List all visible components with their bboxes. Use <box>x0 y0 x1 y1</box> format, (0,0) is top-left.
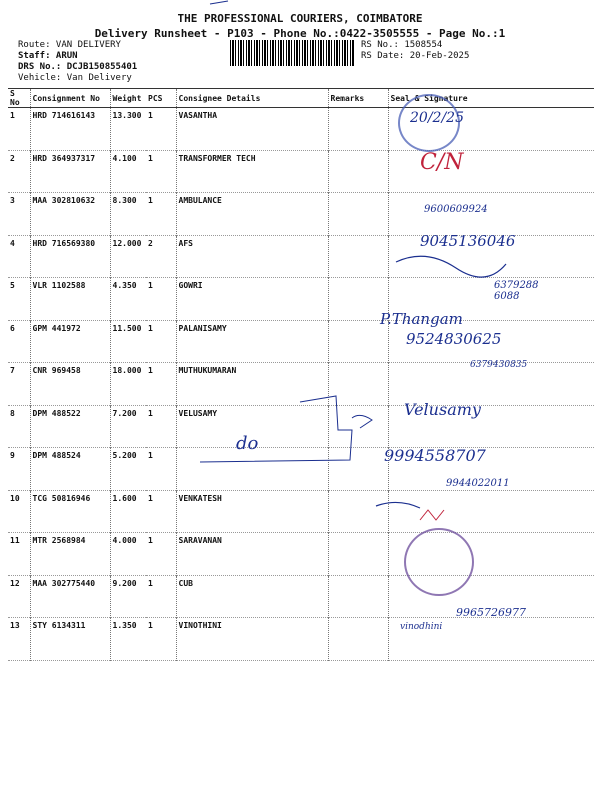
cell-sno: 13 <box>10 621 20 630</box>
cell-pcs: 1 <box>148 493 153 503</box>
cell-weight: 1.600 <box>110 490 146 533</box>
cell-consignee: VELUSAMY <box>176 405 328 448</box>
cell-sno: 5 <box>10 281 15 290</box>
cell-weight: 8.300 <box>110 193 146 236</box>
cell-consignee: SARAVANAN <box>176 533 328 576</box>
cell-consignment: HRD 714616143 <box>30 108 110 151</box>
col-pcs: PCS <box>146 89 176 108</box>
handwritten-phone: 9965726977 <box>456 606 526 619</box>
cell-consignee: CUB <box>176 575 328 618</box>
cell-consignment: MAA 302775440 <box>30 575 110 618</box>
cell-consignment: DPM 488522 <box>30 405 110 448</box>
cell-sno: 11 <box>10 536 20 545</box>
cell-weight: 7.200 <box>110 405 146 448</box>
cell-consignee: GOWRI <box>176 278 328 321</box>
col-sno: S No <box>8 89 30 108</box>
cell-weight: 11.500 <box>110 320 146 363</box>
cell-consignment: MAA 302810632 <box>30 193 110 236</box>
cell-pcs: 1 <box>148 281 153 290</box>
cell-consignment: STY 6134311 <box>30 618 110 661</box>
cell-consignment: TCG 50816946 <box>30 490 110 533</box>
cell-weight: 12.000 <box>110 235 146 278</box>
cell-weight: 4.100 <box>110 150 146 193</box>
handwritten-ditto: do <box>236 433 259 454</box>
handwritten-name: P.Thangam <box>380 310 463 328</box>
cell-sno: 4 <box>10 238 15 248</box>
handwritten-phone: 9994558707 <box>384 446 486 465</box>
handwritten-phone: 6379288 6088 <box>494 280 539 302</box>
cell-pcs: 1 <box>148 111 153 120</box>
cell-sno: 3 <box>10 196 15 205</box>
cell-consignee: MUTHUKUMARAN <box>176 363 328 406</box>
handwritten-phone: 6379430835 <box>470 360 528 370</box>
cell-pcs: 1 <box>148 536 153 545</box>
cell-sno: 7 <box>10 366 15 375</box>
cell-consignment: DPM 488524 <box>30 448 110 491</box>
ditto-arrow-stroke <box>200 396 352 462</box>
cell-consignment: GPM 441972 <box>30 320 110 363</box>
cell-sno: 9 <box>10 451 15 460</box>
rs-number: RS No.: 1508554 <box>361 40 443 50</box>
handwritten-phone: 9944022011 <box>446 478 510 489</box>
cell-pcs: 1 <box>148 408 153 418</box>
handwritten-cn-mark: C/N <box>420 150 464 175</box>
handwritten-phone: 9524830625 <box>406 330 502 348</box>
cell-pcs: 1 <box>148 451 153 460</box>
pen-mark <box>420 510 444 520</box>
cell-sno: 12 <box>10 578 20 588</box>
cell-consignee: VASANTHA <box>176 108 328 151</box>
cell-sno: 1 <box>10 111 15 120</box>
drs-number: DRS No.: DCJB150855401 <box>18 62 138 72</box>
handwritten-phone: 9600609924 <box>424 204 488 215</box>
cell-consignee: VINOTHINI <box>176 618 328 661</box>
handwritten-date: 20/2/25 <box>410 110 464 126</box>
cell-pcs: 1 <box>148 578 153 588</box>
cell-consignment: VLR 1102588 <box>30 278 110 321</box>
cell-consignee: AFS <box>176 235 328 278</box>
rs-date: RS Date: 20-Feb-2025 <box>361 51 470 61</box>
pen-mark <box>210 1 228 4</box>
cell-consignment: HRD 716569380 <box>30 235 110 278</box>
cell-weight: 18.000 <box>110 363 146 406</box>
handwritten-phone: 9045136046 <box>420 232 516 250</box>
col-remarks: Remarks <box>328 89 388 108</box>
cell-weight: 1.350 <box>110 618 146 661</box>
col-consignment: Consignment No <box>30 89 110 108</box>
cell-consignee: AMBULANCE <box>176 193 328 236</box>
cell-pcs: 1 <box>148 153 153 163</box>
company-title: THE PROFESSIONAL COURIERS, COIMBATORE <box>177 12 423 25</box>
cell-consignment: HRD 364937317 <box>30 150 110 193</box>
cell-sno: 8 <box>10 408 15 418</box>
pen-mark <box>352 415 372 428</box>
col-weight: Weight <box>110 89 146 108</box>
cell-consignment: CNR 969458 <box>30 363 110 406</box>
cell-pcs: 1 <box>148 196 153 205</box>
cell-sno: 10 <box>10 493 20 503</box>
vehicle-label: Vehicle: Van Delivery <box>18 73 132 83</box>
cell-weight: 13.300 <box>110 108 146 151</box>
signature-stroke <box>396 256 506 277</box>
cell-sno: 2 <box>10 153 15 163</box>
handwritten-name: Velusamy <box>404 400 481 419</box>
cell-consignee: TRANSFORMER TECH <box>176 150 328 193</box>
cell-pcs: 1 <box>148 621 153 630</box>
cell-weight: 9.200 <box>110 575 146 618</box>
staff-label: Staff: ARUN <box>18 51 78 61</box>
cell-weight: 4.350 <box>110 278 146 321</box>
cell-pcs: 1 <box>148 323 153 333</box>
cell-consignee: PALANISAMY <box>176 320 328 363</box>
cell-weight: 5.200 <box>110 448 146 491</box>
cell-consignment: MTR 2568984 <box>30 533 110 576</box>
route-label: Route: VAN DELIVERY <box>18 40 121 50</box>
cell-pcs: 1 <box>148 366 153 375</box>
col-signature: Seal & Signature <box>388 89 594 108</box>
cell-sno: 6 <box>10 323 15 333</box>
cell-weight: 4.000 <box>110 533 146 576</box>
col-consignee: Consignee Details <box>176 89 328 108</box>
runsheet-subtitle: Delivery Runsheet - P103 - Phone No.:0422-3505555 - Page No.:1 <box>94 27 506 40</box>
cell-consignee: VENKATESH <box>176 490 328 533</box>
cell-pcs: 2 <box>148 238 153 248</box>
signature-stroke <box>376 502 420 508</box>
handwritten-name: vinodhini <box>400 622 443 632</box>
